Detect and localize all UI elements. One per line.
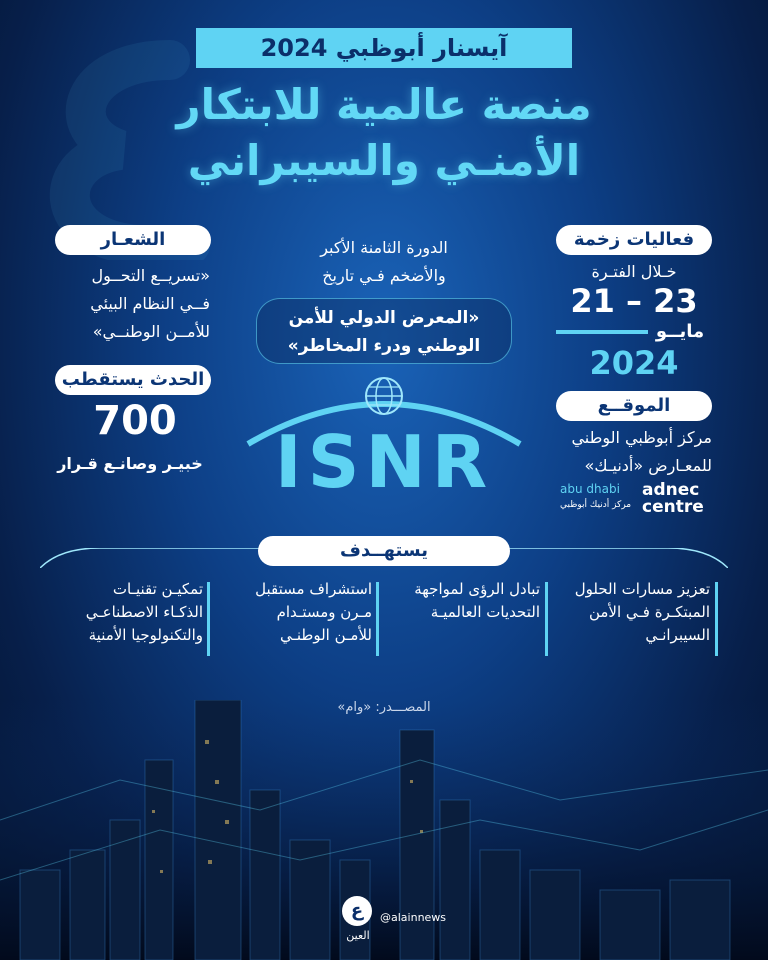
social-handle: @alainnews (380, 911, 447, 924)
goal-item (48, 578, 203, 656)
attraction-heading: الحدث يستقطب (55, 365, 211, 395)
isnr-wordmark: ISNR (274, 420, 494, 504)
slogan-line: للأمــن الوطنــي» (92, 322, 210, 341)
events-heading: فعاليات زخمة (556, 225, 712, 255)
slogan-text (40, 262, 210, 346)
alain-logo-name: العين (346, 929, 370, 942)
location-heading: الموقــع (556, 391, 712, 421)
edition-line: والأضخم فـي تاريخ (322, 266, 446, 285)
slogan-heading: الشعـار (55, 225, 211, 255)
exhibition-name-line: الوطني ودرء المخاطر» (287, 336, 481, 356)
goal-line: السيبرانـي (645, 626, 710, 644)
event-month: مايــو (655, 321, 705, 342)
page-title-line1: منصة عالمية للابتكار (176, 80, 592, 129)
adnec-logo-text: abu dhabi (560, 482, 620, 496)
adnec-logo (560, 482, 710, 516)
edition-line: الدورة الثامنة الأكبر (320, 238, 448, 257)
exhibition-name-line: «المعرض الدولي للأمن (288, 308, 480, 328)
edition-text (270, 234, 498, 290)
exhibition-name-box (256, 298, 512, 364)
goals-heading: يستهــدف (258, 536, 510, 566)
goal-item (224, 578, 372, 656)
goal-line: تبادل الرؤى لمواجهة (414, 580, 540, 598)
location-text (520, 424, 712, 480)
slogan-line: فــي النظام البيئي (90, 294, 210, 313)
goal-line: تعزيز مسارات الحلول (574, 580, 710, 598)
page-title-line2: الأمنـي والسيبراني (187, 136, 581, 185)
event-badge: آيسنار أبوظبي 2024 (196, 28, 572, 68)
goal-accent-bar (545, 582, 548, 656)
goal-accent-bar (207, 582, 210, 656)
goal-line: للأمـن الوطنـي (280, 626, 372, 644)
location-line: مركز أبوظبي الوطني (571, 428, 712, 447)
event-dates: 21 – 23 (570, 282, 698, 320)
isnr-logo (228, 374, 540, 514)
adnec-logo-text: adnec (642, 480, 700, 500)
adnec-logo-text: centre (642, 497, 704, 517)
location-line: للمعـارض «أدنيـك» (584, 456, 712, 475)
goal-line: مـرن ومستـدام (276, 603, 372, 621)
adnec-logo-text: مركز أدنيك أبوظبي (560, 500, 632, 510)
goal-line: استشراف مستقبل (255, 580, 372, 598)
month-underline (556, 330, 648, 334)
goal-accent-bar (715, 582, 718, 656)
attendee-count: 700 (93, 398, 177, 444)
goal-item (560, 578, 710, 656)
source-credit: المصـــدر: «وام» (337, 700, 431, 715)
goal-line: والتكنولوجيا الأمنية (88, 626, 203, 644)
event-year: 2024 (589, 344, 679, 382)
goal-line: التحديات العالميـة (430, 603, 540, 621)
slogan-line: «تسريــع التحــول (91, 266, 210, 285)
goal-line: الذكـاء الاصطناعـي (85, 603, 203, 621)
alain-logo-icon: ع (342, 896, 372, 926)
goal-line: المبتكـرة فـي الأمن (588, 603, 710, 621)
goal-item (392, 578, 540, 656)
period-label: خـلال الفتـرة (591, 262, 677, 281)
goal-line: تمكيـن تقنيـات (112, 580, 203, 598)
goal-accent-bar (376, 582, 379, 656)
attendee-caption: خبيـر وصانـع قـرار (57, 454, 203, 473)
